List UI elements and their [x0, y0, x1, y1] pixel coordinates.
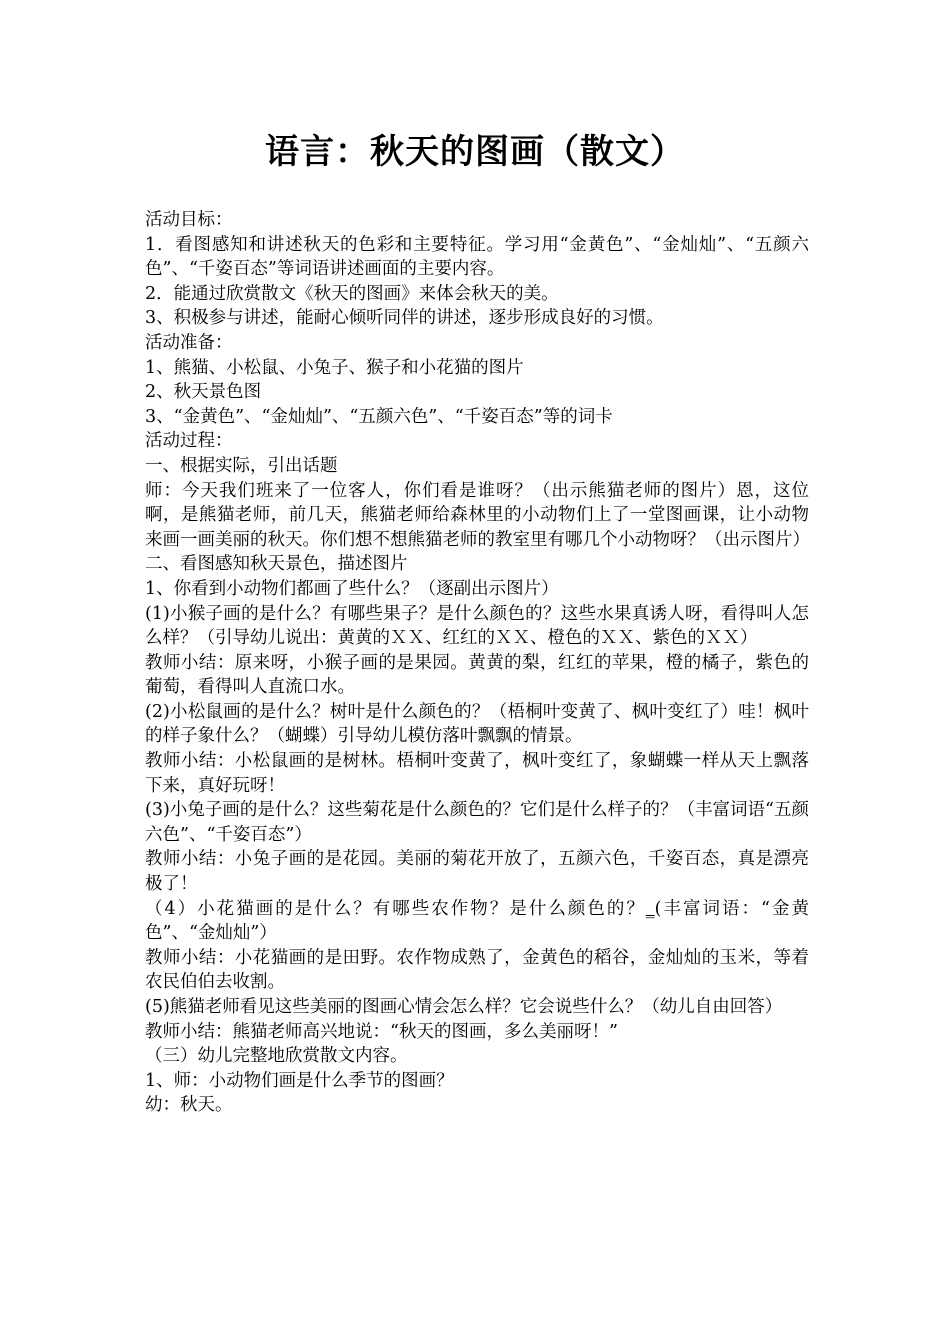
paragraph: 2．能通过欣赏散文《秋天的图画》来体会秋天的美。 — [145, 283, 559, 304]
paragraph: (5)熊猫老师看见这些美丽的图画心情会怎么样？它会说些什么？（幼儿自由回答） — [145, 997, 783, 1017]
paragraph: 活动过程： — [145, 431, 233, 452]
paragraph: （三）幼儿完整地欣赏散文内容。 — [145, 1046, 408, 1067]
paragraph: 活动准备： — [145, 332, 233, 353]
paragraph: 1．看图感知和讲述秋天的色彩和主要特征。学习用“金黄色”、“金灿灿”、“五颜六色”、“千姿百态”等词语讲述画面的主要内容。 — [145, 234, 809, 280]
paragraph: 教师小结：小松鼠画的是树林。梧桐叶变黄了，枫叶变红了，象蝴蝶一样从天上飘落下来，真好玩呀！ — [145, 751, 809, 796]
paragraph: 3、“金黄色”、“金灿灿”、“五颜六色”、“千姿百态”等的词卡 — [145, 406, 613, 427]
paragraph — [145, 897, 809, 946]
paragraph: 1、熊猫、小松鼠、小兔子、猴子和小花猫的图片 — [145, 357, 524, 378]
paragraph: 二、看图感知秋天景色，描述图片 — [145, 554, 408, 575]
paragraph: (1)小猴子画的是什么？有哪些果子？是什么颜色的？这些水果真诱人呀，看得叫人怎么样？（引导幼儿说出：黄黄的ＸＸ、红红的ＸＸ、橙色的ＸＸ、紫色的ＸＸ） — [145, 603, 809, 649]
paragraph: 教师小结：熊猫老师高兴地说：“秋天的图画，多么美丽呀！” — [145, 1021, 618, 1042]
paragraph: 教师小结：原来呀，小猴子画的是果园。黄黄的梨，红红的苹果，橙的橘子，紫色的葡萄，看得叫人直流口水。 — [145, 652, 809, 698]
document-body — [145, 208, 809, 1118]
paragraph: 1、你看到小动物们都画了些什么？（逐副出示图片） — [145, 578, 559, 599]
underlined-mark: _ — [645, 898, 655, 919]
paragraph: 2、秋天景色图 — [145, 382, 262, 403]
paragraph: 幼：秋天。 — [145, 1095, 233, 1116]
paragraph: (3)小兔子画的是什么？这些菊花是什么颜色的？它们是什么样子的？（丰富词语“五颜六色”、“千姿百态”） — [145, 800, 809, 845]
paragraph: 活动目标： — [145, 210, 233, 230]
paragraph-tail: (丰富词语：“金黄色”、“金灿灿”） — [145, 898, 809, 944]
paragraph: 教师小结：小花猫画的是田野。农作物成熟了，金黄色的稻谷，金灿灿的玉米，等着农民伯伯去收割。 — [145, 947, 809, 993]
paragraph: 3、积极参与讲述，能耐心倾听同伴的讲述，逐步形成良好的习惯。 — [145, 308, 664, 329]
paragraph: 教师小结：小兔子画的是花园。美丽的菊花开放了，五颜六色，千姿百态，真是漂亮极了！ — [145, 849, 809, 895]
paragraph: 1、师：小动物们画是什么季节的图画？ — [145, 1070, 454, 1091]
paragraph: 师：今天我们班来了一位客人，你们看是谁呀？（出示熊猫老师的图片）恩，这位啊，是熊猫老师，前几天，熊猫老师给森林里的小动物们上了一堂图画课，让小动物来画一画美丽的秋天。你们想不想熊猫老师的教室里有哪几个小动物呀？（出示图片） — [145, 480, 810, 550]
paragraph: 一、根据实际，引出话题 — [145, 455, 338, 476]
paragraph-head: （4）小花猫画的是什么？有哪些农作物？是什么颜色的？ — [145, 898, 646, 919]
paragraph: (2)小松鼠画的是什么？树叶是什么颜色的？（梧桐叶变黄了、枫叶变红了）哇！枫叶的样子象什么？（蝴蝶）引导幼儿模仿落叶飘飘的情景。 — [145, 701, 809, 747]
document-title: 语言：秋天的图画（散文） — [265, 132, 685, 172]
